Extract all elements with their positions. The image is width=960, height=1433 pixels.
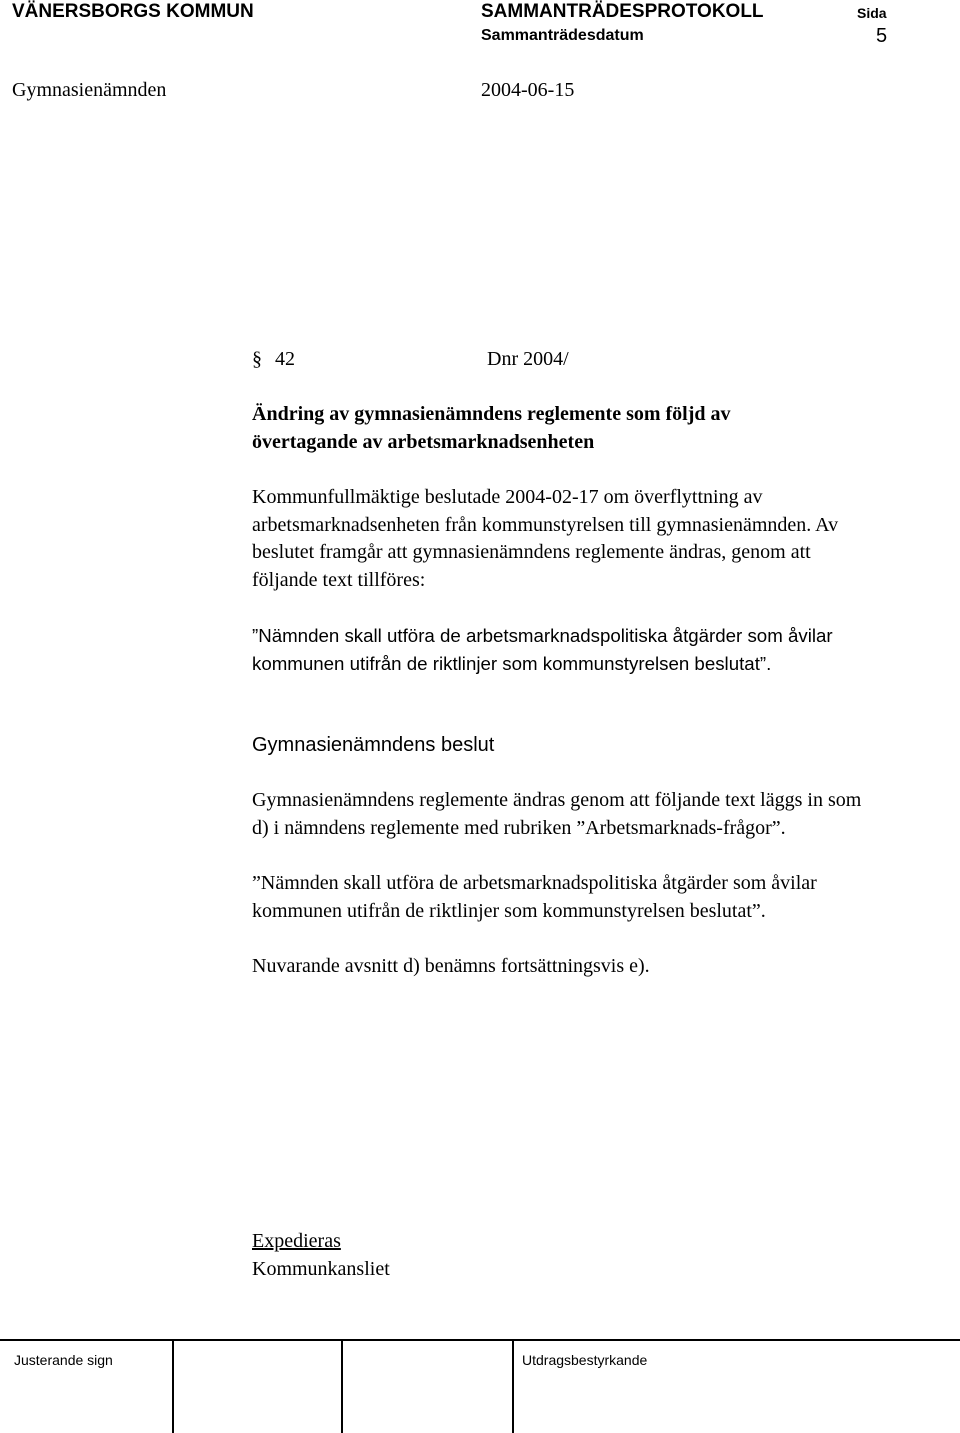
footer-divider-horizontal <box>0 1339 960 1341</box>
distribution-label: Expedieras <box>252 1230 341 1253</box>
meeting-date-label: Sammanträdesdatum <box>481 27 644 44</box>
page-label: Sida <box>857 5 887 21</box>
section-title-line: övertagande av arbetsmarknadsenheten <box>252 430 595 453</box>
paragraph-line: Kommunfullmäktige beslutade 2004-02-17 om överflyttning av <box>252 486 763 509</box>
section-title-line: Ändring av gymnasienämndens reglemente som följd av <box>252 403 731 426</box>
meeting-date: 2004-06-15 <box>481 79 575 101</box>
extract-certification-label: Utdragsbestyrkande <box>522 1352 648 1368</box>
section-title <box>252 401 731 456</box>
quote-line: kommunen utifrån de riktlinjer som kommunstyrelsen beslutat”. <box>252 652 772 674</box>
footer-divider-vertical <box>512 1339 514 1433</box>
footer-divider-vertical <box>341 1339 343 1433</box>
distribution-recipient: Kommunkansliet <box>252 1257 390 1280</box>
document-type: SAMMANTRÄDESPROTOKOLL <box>481 1 764 22</box>
paragraph-sign: § <box>252 348 262 370</box>
paragraph-line: d) i nämndens reglemente med rubriken ”Arbetsmarknads-frågor”. <box>252 816 786 839</box>
regulation-quote <box>252 622 833 677</box>
paragraph-line: arbetsmarknadsenheten från kommunstyrelsen till gymnasienämnden. Av <box>252 513 839 536</box>
closing-line: Nuvarande avsnitt d) benämns fortsättningsvis e). <box>252 955 650 978</box>
background-paragraph <box>252 484 838 594</box>
section-number: 42 <box>275 348 295 370</box>
diary-number: Dnr 2004/ <box>487 348 569 370</box>
decision-quote <box>252 870 817 925</box>
municipality-name: VÄNERSBORGS KOMMUN <box>12 1 254 22</box>
paragraph-line: följande text tillföres: <box>252 568 426 591</box>
committee-name: Gymnasienämnden <box>12 79 167 101</box>
footer-divider-vertical <box>172 1339 174 1433</box>
decision-paragraph <box>252 787 861 842</box>
quote-line: ”Nämnden skall utföra de arbetsmarknadspolitiska åtgärder som åvilar <box>252 625 833 647</box>
paragraph-line: beslutet framgår att gymnasienämndens reglemente ändras, genom att <box>252 541 811 564</box>
decision-heading: Gymnasienämndens beslut <box>252 734 495 757</box>
quote-line: ”Nämnden skall utföra de arbetsmarknadspolitiska åtgärder som åvilar <box>252 872 817 895</box>
page-number: 5 <box>876 25 888 47</box>
signature-label: Justerande sign <box>14 1352 113 1368</box>
quote-line: kommunen utifrån de riktlinjer som kommunstyrelsen beslutat”. <box>252 899 766 922</box>
paragraph-line: Gymnasienämndens reglemente ändras genom att följande text läggs in som <box>252 789 862 812</box>
